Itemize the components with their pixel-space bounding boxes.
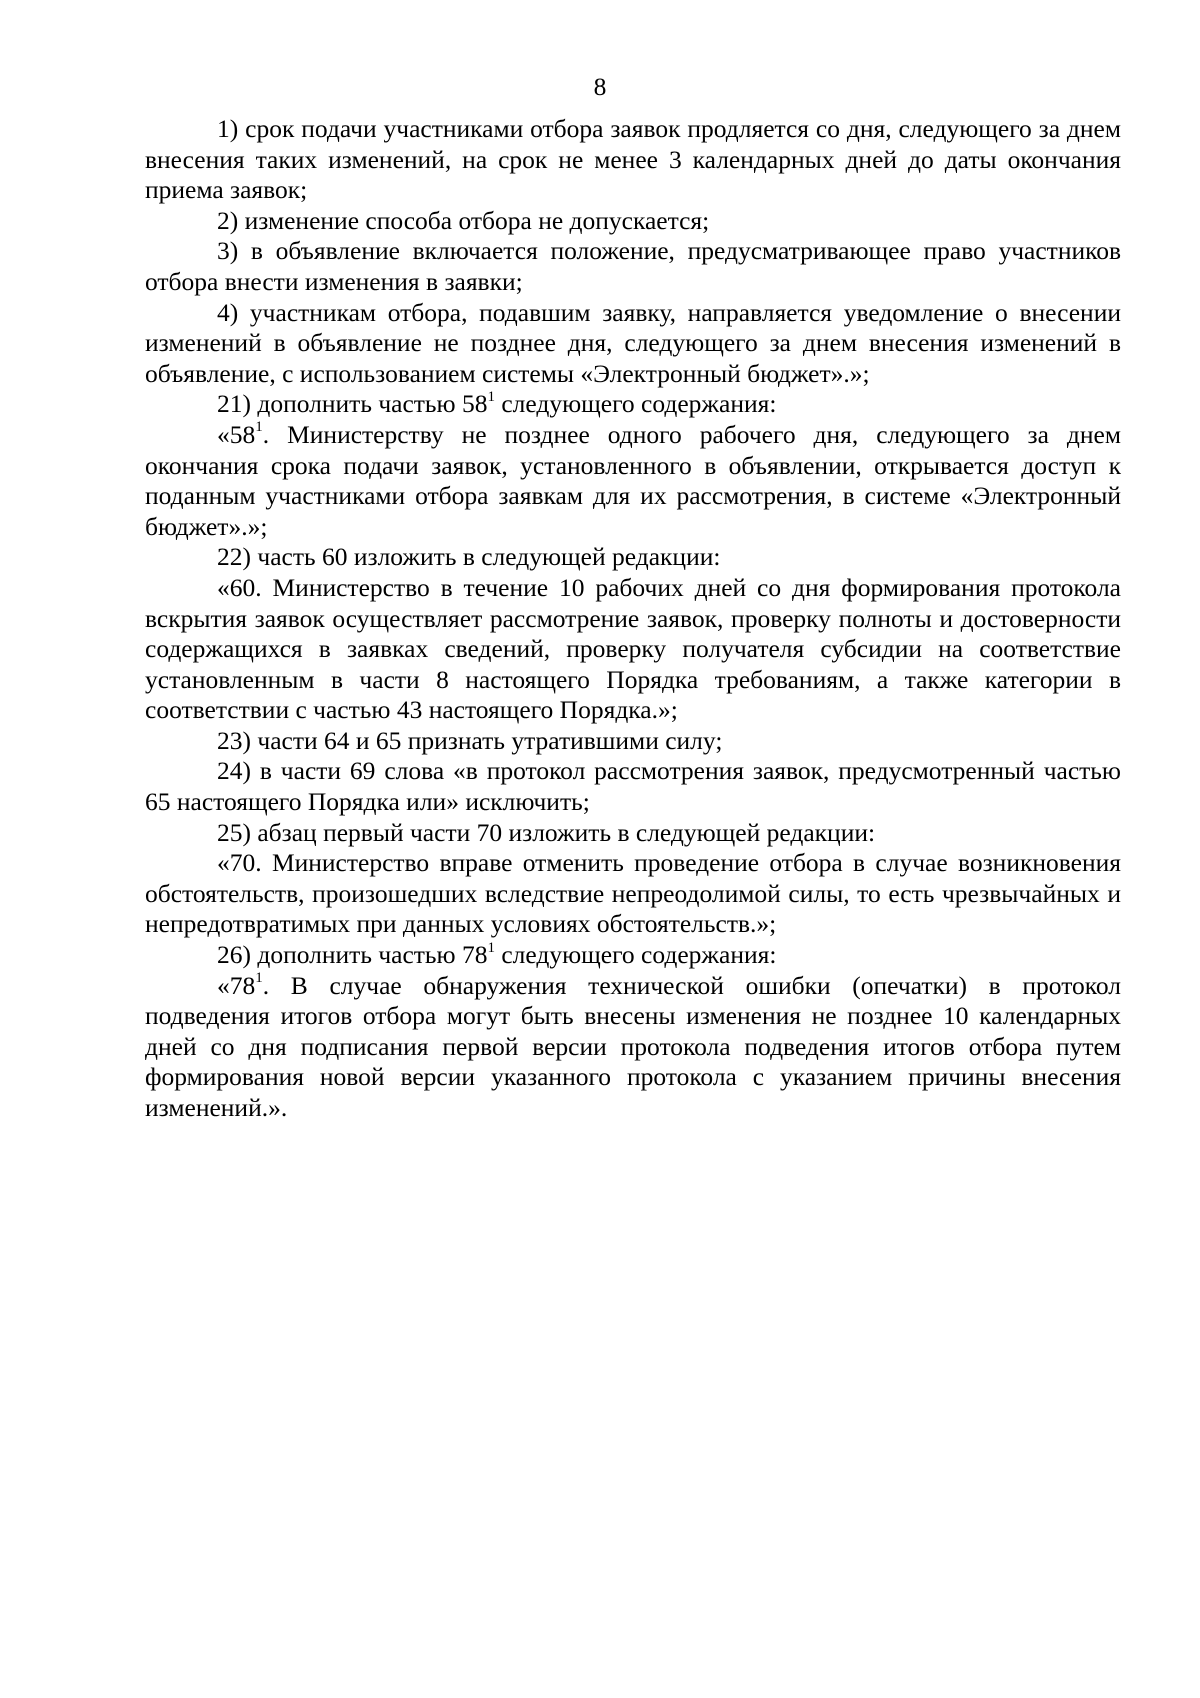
paragraph-item-3-provision: 3) в объявление включается положение, предусматривающее право участников отбора внести изменения в заявки;: [145, 236, 1121, 296]
paragraph-item-22: 22) часть 60 изложить в следующей редакции:: [217, 542, 721, 572]
paragraph-item-25: 25) абзац первый части 70 изложить в следующей редакции:: [217, 817, 876, 847]
paragraph-item-26: 26) дополнить частью $78^1$ следующего содержания:: [217, 939, 777, 970]
paragraph-item-21: 21) дополнить частью $58^1$ следующего содержания:: [217, 388, 777, 419]
page-number: 8: [593, 72, 607, 101]
paragraph-item-4-notification: 4) участникам отбора, подавшим заявку, направляется уведомление о внесении изменений в объявление не позднее дня, следующего за днем внесения изменений в объявление, с использованием системы «Электронный бюджет».»;: [145, 297, 1121, 388]
paragraph-part-70: «70. Министерство вправе отменить проведение отбора в случае возникновения обстоятельств, произошедших вследствие непреодолимой силы, то есть чрезвычайных и непредотвратимых при данных условиях обстоятельств.»;: [145, 848, 1121, 939]
paragraph-item-24: 24) в части 69 слова «в протокол рассмотрения заявок, предусмотренный частью 65 настоящего Порядка или» исключить;: [145, 756, 1121, 817]
paragraph-item-23: 23) части 64 и 65 признать утратившими силу;: [217, 725, 723, 755]
paragraph-item-1-deadline: 1) срок подачи участниками отбора заявок продляется со дня, следующего за днем внесения таких изменений, на срок не менее 3 календарных дней до даты окончания приема заявок;: [145, 114, 1121, 205]
paragraph-item-2-method: 2) изменение способа отбора не допускается;: [217, 205, 710, 235]
document-body: [145, 114, 1121, 1124]
paragraph-part-60: «60. Министерство в течение 10 рабочих дней со дня формирования протокола вскрытия заявок осуществляет рассмотрение заявок, проверку полноты и достоверности содержащихся в заявках сведений, проверку получателя субсидии на соответствие установленным в части 8 настоящего Порядка требованиям, а также категории в соответствии с частью 43 настоящего Порядка.»;: [145, 572, 1121, 725]
paragraph-part-78-1: «$78^1$. В случае обнаружения технической ошибки (опечатки) в протокол подведения итогов отбора могут быть внесены изменения не позднее 10 календарных дней со дня подписания первой версии протокола подведения итогов отбора путем формирования новой версии указанного протокола с указанием причины внесения изменений.».: [145, 970, 1121, 1122]
paragraph-part-58-1: «$58^1$. Министерству не позднее одного рабочего дня, следующего за днем окончания срока подачи заявок, установленного в объявлении, открывается доступ к поданным участниками отбора заявкам для их рассмотрения, в системе «Электронный бюджет».»;: [145, 419, 1121, 541]
